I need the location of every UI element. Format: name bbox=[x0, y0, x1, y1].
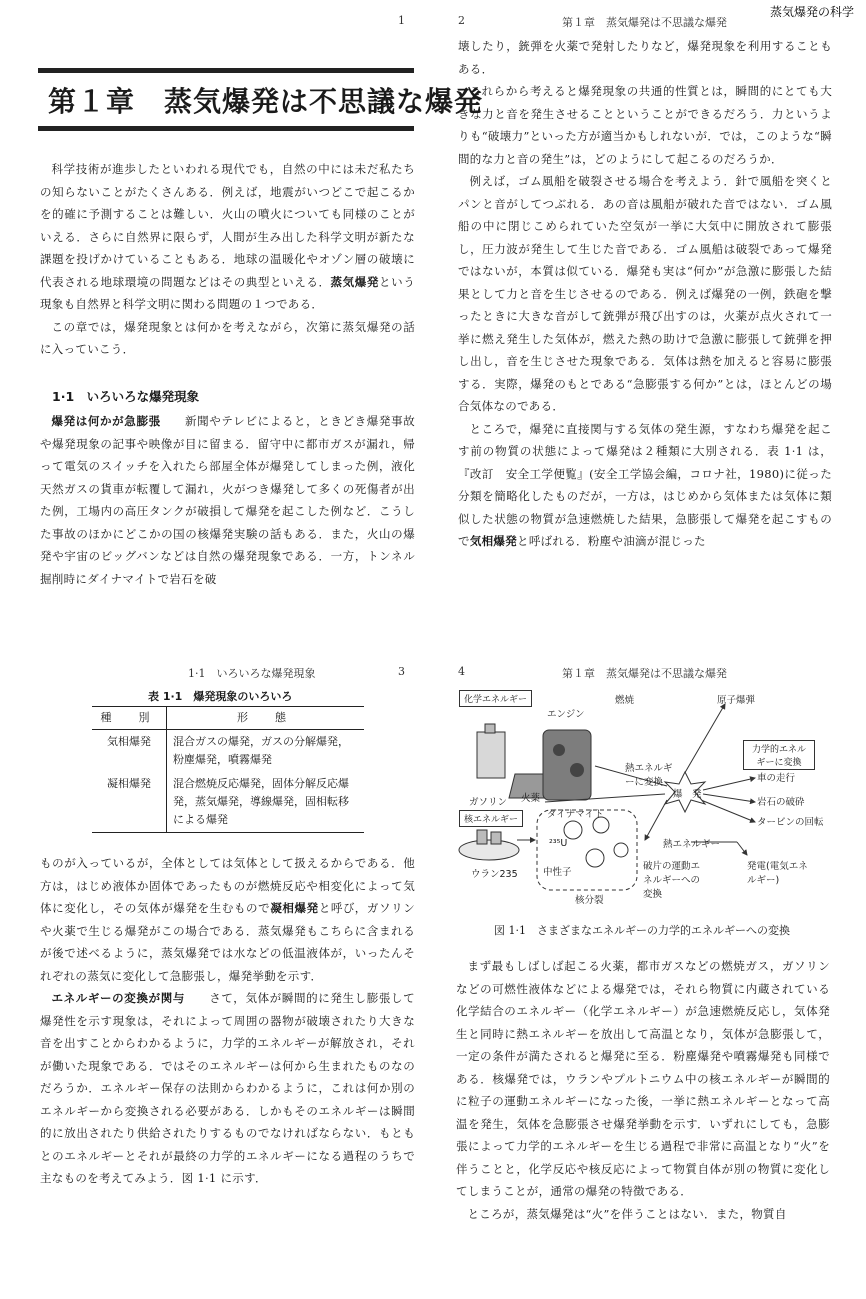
u235-label: ²³⁵U bbox=[549, 838, 568, 849]
page-number: 3 bbox=[398, 665, 405, 678]
arrow-line bbox=[703, 794, 755, 802]
atomic-bomb-label: 原子爆弾 bbox=[717, 695, 756, 706]
paragraph: 例えば，ゴム風船を破裂させる場合を考えよう．針で風船を突くとパンと音がしてつぶれる．あの音は風船が破れた音ではない．ゴム風船の中に閉じこめられていた空気が一挙に大気中に開放されて膨張し，圧力波が発生して生じた音である．ゴム風船は破裂であって爆発ではないが，本質は似ている．爆発も実は“何か”が急激に膨張した結果として力と音を生じさせるのである．例えば爆発の一例，鉄砲を撃ったときに大きな音がして銃弾が飛び出すのは，火薬が点火されて一挙に燃え発生した気体が，燃えた熱の助けで急激に膨張して銃弾を押し出し，音を生じさせた現象である．気体は熱を加えると容易に膨張する．実際，爆発のもとである“急膨張する何か”とは，ほとんどの場合気体なのである． bbox=[458, 174, 832, 413]
arrow-line bbox=[701, 800, 755, 822]
gasoline-can-shape bbox=[477, 732, 505, 778]
page-number: 1 bbox=[398, 14, 405, 27]
nuclear-energy-box: 核エネルギー bbox=[459, 810, 523, 827]
paragraph: この章では，爆発現象とは何かを考えながら，次第に蒸気爆発の話に入っていこう． bbox=[40, 319, 415, 356]
chapter-rule bbox=[38, 126, 414, 131]
paragraph: ところで，爆発に直接関与する気体の発生源，すなわち爆発を起こす前の物質の状態によって爆発は２種類に大別される．表 1·1 は，『改訂 安全工学便覧』(安全工学協会編，コロナ社，1980)に従った分類を簡略化したものだが，一方は，はじめから気体または気体に類似した状態の物質が急速燃焼した結果，急膨張して爆発を起こすもので気相爆発と呼ばれる．粉塵や油滴が混じった bbox=[458, 421, 832, 548]
corner-label: 蒸気爆発の科学 bbox=[769, 5, 854, 19]
paragraph: これらから考えると爆発現象の共通的性質とは，瞬間的にとても大きな力と音を発生させることということができるだろう．力というよりも“破壊力”といった方が適当かもしれないが．では，このような“瞬間的な力と音の発生”は，どのようにして起こるのだろうか． bbox=[458, 84, 832, 166]
energy-figure bbox=[455, 690, 835, 915]
running-head: 第１章 蒸気爆発は不思議な爆発 bbox=[562, 667, 727, 680]
page4-body bbox=[456, 955, 830, 1225]
arrow-line bbox=[703, 778, 755, 790]
fission-label: 核分裂 bbox=[575, 895, 604, 906]
section-heading: 1·1 いろいろな爆発現象 bbox=[52, 389, 200, 404]
gasoline-label: ガソリン bbox=[469, 797, 508, 808]
paragraph: ところが，蒸気爆発は“火”を伴うことはない．また，物質自 bbox=[467, 1206, 787, 1221]
arrow-line bbox=[645, 800, 667, 840]
paragraph: エネルギーの変換が関与 さて，気体が瞬間的に発生し膨張して爆発性を示す現象は，それによって周囲の器物が破壊されたり大きな音を出すことからわかるように，力学的エネルギーが解放され，それが働いた現象である．ではそのエネルギーは何から生まれたものなのだろうか．エネルギー保存の法則からわかるように，これは何か別のエネルギーから変換される必要がある．しかもそのエネルギーは瞬間的に放出されたり供給されたりするものでなければならない．もともとのエネルギーとそれが最終の力学的エネルギーになる過程のうちで主なものを考えてみよう．図 1·1 に示す． bbox=[40, 991, 415, 1185]
mech-energy-box: 力学的エネルギーに変換 bbox=[743, 740, 815, 770]
turbine-label: タービンの回転 bbox=[757, 817, 824, 828]
engine-label: エンジン bbox=[547, 709, 585, 720]
table-cell: 凝相爆発 bbox=[92, 772, 167, 833]
fragment-label: 破片の運動エネルギーへの変換 bbox=[643, 861, 701, 900]
page1-section-body bbox=[40, 410, 415, 590]
fuel-label: 燃焼 bbox=[615, 695, 635, 706]
arrow-line bbox=[683, 704, 725, 776]
page-number: 4 bbox=[458, 665, 465, 678]
heat-energy-label: 熱エネルギー bbox=[663, 839, 721, 850]
rock-label: 岩石の破砕 bbox=[757, 797, 805, 808]
dynamite-label: ダイナマイト bbox=[547, 809, 604, 820]
running-head: 1·1 いろいろな爆発現象 bbox=[188, 667, 316, 680]
paragraph: まず最もしばしば起こる火薬，都市ガスなどの燃焼ガス，ガソリンなどの可燃性液体などによる爆発では，それら物質に内蔵されている化学結合のエネルギー（化学エネルギー）が急速燃焼反応し，気体発生と同時に熱エネルギーを放出して高温となり，気体が急膨張して，一定の条件が満たされると爆発に至る．粉塵爆発や噴霧爆発も同様である．核爆発では，ウランやプルトニウム中の核エネルギーが瞬間的に粒子の運動エネルギーになった後，一挙に熱エネルギーとなって高温を発生，気体を急膨張させ爆発挙動を示す．いずれにしても，急膨張によって力学的エネルギーを生じる過程で非常に高温となり“火”を伴うことと，化学反応や核反応によって物質自体が別の物質に変化してしまうことが，通常の爆発の特徴である． bbox=[456, 959, 830, 1198]
paragraph: ものが入っているが，全体としては気体として扱えるからである．他方は，はじめ液体か固体であったものが燃焼反応や相変化によって気体に変化し，その気体が爆発を生むもので凝相爆発と呼び，ガソリンや火薬で生じる爆発がこの場合である．蒸気爆発もこちらに含まれるが後で述べるように，蒸気爆発では水などの低温液体が，いったんそれぞれの蒸気に変化して急膨張し，爆発挙動を示す． bbox=[40, 856, 416, 983]
uranium-pellet bbox=[491, 832, 501, 844]
paragraph: 科学技術が進歩したといわれる現代でも，自然の中には未だ私たちの知らないことがたくさんある．例えば，地震がいつどこで起こるかを的確に予測することは難しい．火山の噴火についても同様のことがいえる．さらに自然界に限らず，人間が生み出した科学文明が新たな課題を投げかけていることもある．地球の温暖化やオゾン層の破壊に代表される地球環境の問題などはその典型といえる．蒸気爆発という現象も自然界と科学文明に関わる問題の１つである． bbox=[40, 162, 415, 311]
atom-shape bbox=[614, 843, 628, 857]
paragraph: 爆発は何かが急膨張 新聞やテレビによると，ときどき爆発事故や爆発現象の記事や映像が目に留まる．留守中に都市ガスが漏れ，帰って電気のスイッチを入れたら部屋全体が爆発してしまった例，液化天然ガスの貨車が転覆して漏れ，火がつき爆発して多くの死傷者が出た例，工場内の高圧タンクが破損して爆発を起こした例など．こうした事故のほかにどこかの国の核爆発実験の話もある．また，火山の爆発や宇宙のビッグバンなどは自然の爆発現象である．一方，トンネル掘削時にダイナマイトで岩石を破 bbox=[40, 414, 415, 586]
heat-convert-label: 熱エネルギーに変換 bbox=[625, 763, 673, 788]
page3-body bbox=[40, 852, 415, 1190]
car-label: 車の走行 bbox=[757, 773, 796, 784]
table-cell: 気相爆発 bbox=[92, 730, 167, 773]
running-head: 第１章 蒸気爆発は不思議な爆発 bbox=[562, 16, 727, 29]
chapter-rule bbox=[38, 68, 414, 73]
paragraph: 壊したり，銃弾を火薬で発射したりなど，爆発現象を利用することもある． bbox=[458, 39, 832, 76]
gasoline-can-cap bbox=[485, 724, 495, 733]
chem-energy-box: 化学エネルギー bbox=[459, 690, 532, 707]
atom-shape bbox=[564, 821, 582, 839]
table-row bbox=[92, 772, 364, 833]
table-row bbox=[92, 730, 364, 773]
arrow-line bbox=[737, 842, 747, 855]
page-number: 2 bbox=[458, 14, 465, 27]
uranium-disk bbox=[459, 840, 519, 860]
explosion-label: 爆 発 bbox=[673, 789, 702, 800]
table-header: 種 別 bbox=[92, 707, 167, 730]
page2-body bbox=[458, 35, 832, 553]
engine-part bbox=[553, 744, 565, 756]
table-cell: 混合燃焼反応爆発，固体分解反応爆発，蒸気爆発，導線爆発，固相転移による爆発 bbox=[167, 772, 365, 833]
uranium-pellet bbox=[477, 830, 487, 844]
table-title: 表 1·1 爆発現象のいろいろ bbox=[148, 690, 293, 703]
gunpowder-label: 火薬 bbox=[521, 793, 541, 804]
explosion-table bbox=[92, 706, 364, 833]
uranium-label: ウラン235 bbox=[471, 869, 518, 880]
engine-shape bbox=[543, 730, 591, 800]
atom-shape bbox=[586, 849, 604, 867]
table-cell: 混合ガスの爆発，ガスの分解爆発，粉塵爆発，噴霧爆発 bbox=[173, 735, 349, 766]
figure-caption: 図 1·1 さまざまなエネルギーの力学的エネルギーへの変換 bbox=[494, 924, 790, 937]
neutron-label: 中性子 bbox=[543, 867, 572, 878]
power-label: 発電(電気エネルギー) bbox=[747, 861, 808, 886]
table-header: 形 態 bbox=[167, 707, 365, 730]
engine-part bbox=[570, 763, 584, 777]
page1-body bbox=[40, 158, 415, 361]
table-header-row bbox=[92, 707, 364, 730]
chapter-title: 第１章 蒸気爆発は不思議な爆発 bbox=[48, 85, 484, 118]
